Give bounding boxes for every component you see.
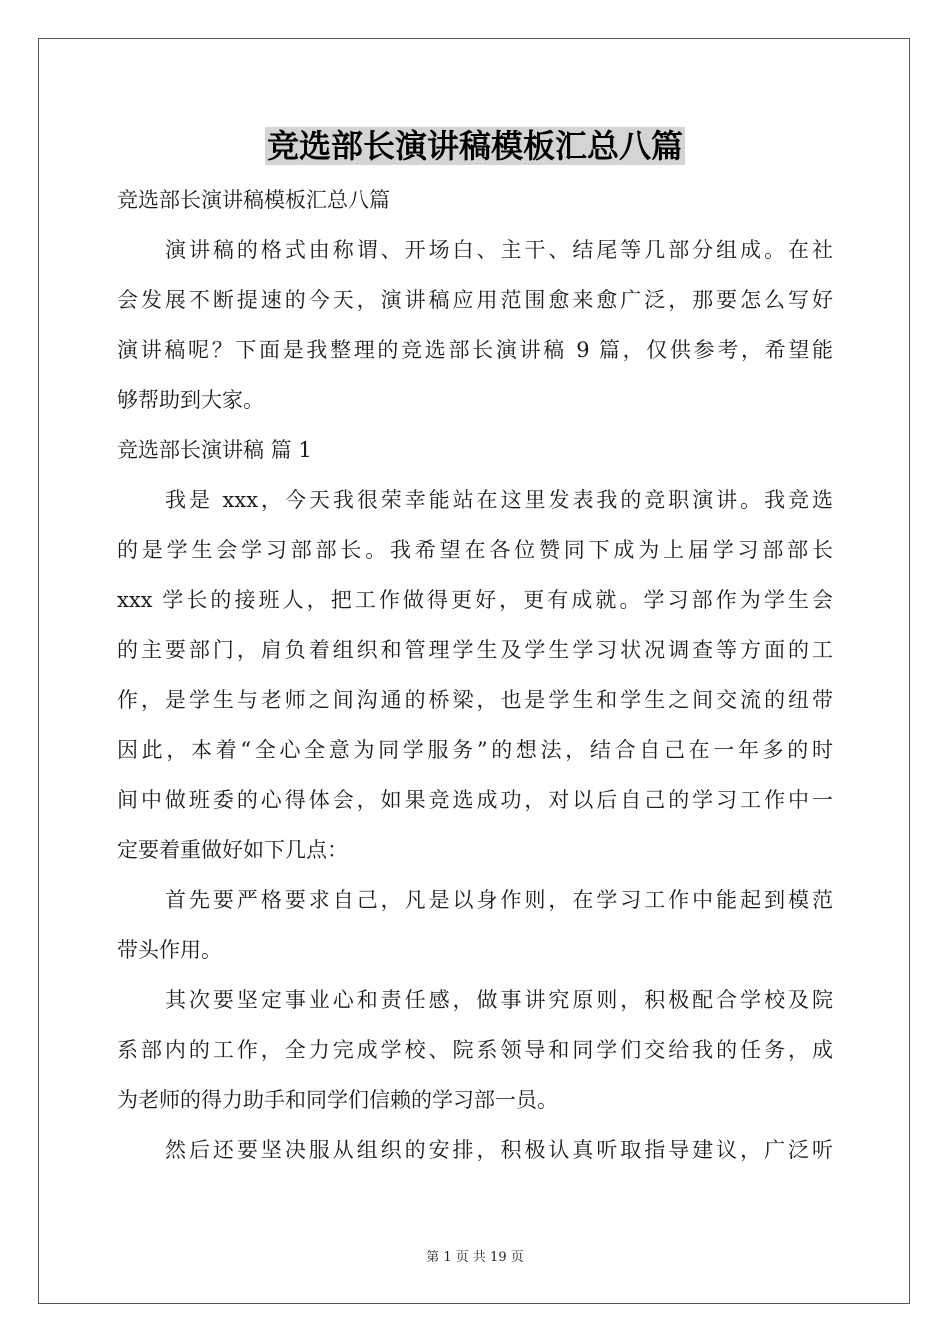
text-line: 的主要部门，肩负着组织和管理学生及学生学习状况调查等方面的工 (117, 638, 833, 662)
text-line: 间中做班委的心得体会，如果竞选成功，对以后自己的学习工作中一 (117, 788, 833, 812)
text-line: 够帮助到大家。 (117, 388, 264, 412)
text-line: 其次要坚定事业心和责任感，做事讲究原则，积极配合学校及院 (165, 988, 833, 1012)
text-line: xxx 学长的接班人，把工作做得更好，更有成就。学习部作为学生会 (117, 588, 833, 612)
text-line: 竞选部长演讲稿模板汇总八篇 (117, 188, 390, 212)
text-line: 然后还要坚决服从组织的安排，积极认真听取指导建议，广泛听 (165, 1138, 833, 1162)
text-line: 的是学生会学习部部长。我希望在各位赞同下成为上届学习部部长 (117, 538, 833, 562)
section-heading: 竞选部长演讲稿 篇 1 (117, 438, 312, 462)
text-line: 系部内的工作，全力完成学校、院系领导和同学们交给我的任务，成 (117, 1038, 833, 1062)
text-line: 我是 xxx，今天我很荣幸能站在这里发表我的竞职演讲。我竞选 (165, 488, 833, 512)
document-title (0, 124, 950, 168)
text-line: 会发展不断提速的今天，演讲稿应用范围愈来愈广泛，那要怎么写好 (117, 288, 833, 312)
text-line: 带头作用。 (117, 938, 222, 962)
text-line: 作，是学生与老师之间沟通的桥梁，也是学生和学生之间交流的纽带 (117, 688, 833, 712)
text-line: 因此，本着“全心全意为同学服务”的想法，结合自己在一年多的时 (117, 738, 833, 762)
page-footer: 第 1 页 共 19 页 (426, 1250, 524, 1265)
text-line: 演讲稿的格式由称谓、开场白、主干、结尾等几部分组成。在社 (165, 238, 833, 262)
text-line: 定要着重做好如下几点： (117, 838, 348, 862)
text-line: 为老师的得力助手和同学们信赖的学习部一员。 (117, 1088, 558, 1112)
document-title-text: 竞选部长演讲稿模板汇总八篇 (266, 127, 683, 165)
text-line: 首先要严格要求自己，凡是以身作则，在学习工作中能起到模范 (165, 888, 833, 912)
text-line: 演讲稿呢？下面是我整理的竞选部长演讲稿 9 篇，仅供参考，希望能 (117, 338, 833, 362)
